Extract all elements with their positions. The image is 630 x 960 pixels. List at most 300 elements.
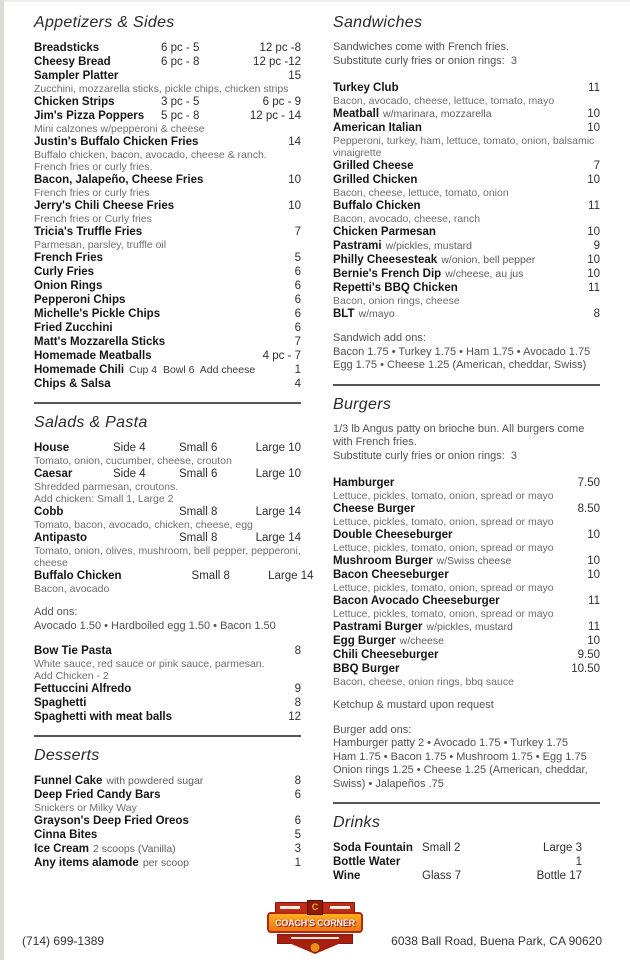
item-price: 10.50 (571, 663, 600, 675)
item-name: Meatball (333, 108, 380, 120)
menu-item-row (34, 856, 301, 870)
note-line: Avocado 1.50 • Hardboiled egg 1.50 • Bacon 1.50 (34, 619, 276, 632)
item-price: 15 (288, 70, 301, 82)
menu-item (333, 307, 600, 321)
menu-item (34, 856, 301, 870)
item-size-price: Small 6 (179, 442, 218, 454)
item-name: Matt's Mozzarella Sticks (34, 336, 166, 348)
item-description: Shredded parmesan, croutons. (34, 481, 179, 493)
intro-line: Substitute curly fries or onion rings: 3 (333, 54, 518, 67)
item-description: Bacon, avocado, cheese, lettuce, tomato, mayo (333, 95, 555, 107)
item-price: 11 (588, 621, 600, 633)
item-name: Chicken Parmesan (333, 226, 436, 238)
item-name: Buffalo Chicken (333, 200, 421, 212)
item-size-price: Glass 7 (422, 870, 461, 882)
item-size-price: 6 pc - 8 (161, 56, 200, 68)
item-name: French Fries (34, 252, 104, 264)
item-suffix: w/marinara, mozzarella (383, 108, 492, 120)
item-suffix: 2 scoops (Vanilla) (92, 843, 176, 855)
item-name: Wine (333, 870, 361, 882)
menu-item-row (34, 251, 301, 265)
item-description: Bacon, avocado, cheese, ranch (333, 213, 481, 225)
item-name: Justin's Buffalo Chicken Fries (34, 136, 199, 148)
item-price: 6 (294, 294, 301, 306)
section-divider (34, 402, 301, 404)
item-price: 10 (587, 268, 600, 280)
menu-item-row (333, 199, 600, 213)
menu-item-row (34, 135, 301, 149)
item-price: 6 pc - 9 (262, 96, 301, 108)
menu-item-row (333, 267, 600, 281)
item-name: Bacon, Jalapeño, Cheese Fries (34, 174, 204, 186)
item-description: Tomato, onion, olives, mushroom, bell pepper, pepperoni, (34, 545, 301, 557)
logo-main-badge (267, 912, 363, 933)
section-burgers (333, 396, 600, 805)
menu-item-row (34, 531, 301, 545)
menu-item (333, 253, 600, 267)
menu-item (34, 682, 301, 696)
item-name: Homemade Chili (34, 364, 125, 376)
menu-item (34, 95, 301, 109)
item-price: 10 (587, 174, 600, 186)
section-drinks (333, 814, 600, 883)
item-price: 1 (294, 857, 301, 869)
item-price: 3 (294, 843, 301, 855)
item-name: Grayson's Deep Fried Oreos (34, 815, 189, 827)
menu-item-row (333, 869, 600, 883)
menu-item (333, 199, 600, 225)
menu-item-row (34, 814, 301, 828)
item-name: Pastrami (333, 240, 382, 252)
menu-item-row (34, 349, 301, 363)
item-price: 12 pc -8 (259, 42, 301, 54)
item-description: Add chicken: Small 1, Large 2 (34, 493, 174, 505)
menu-item-row (333, 121, 600, 135)
item-price: 10 (587, 226, 600, 238)
menu-item-row (34, 505, 301, 519)
menu-item (34, 41, 301, 55)
menu-item-row (333, 476, 600, 490)
menu-item (34, 774, 301, 788)
item-description: Buffalo chicken, bacon, avocado, cheese & ranch. (34, 149, 267, 161)
item-description: cheese (34, 557, 68, 569)
menu-item-row (34, 265, 301, 279)
note-line: Ketchup & mustard upon request (333, 699, 494, 711)
menu-item-row (34, 682, 301, 696)
item-suffix: with powdered sugar (106, 775, 204, 787)
menu-item (333, 107, 600, 121)
page-edge-top (0, 0, 630, 2)
item-description: Add Chicken - 2 (34, 670, 109, 682)
item-name: Soda Fountain (333, 842, 413, 854)
menu-item-row (333, 568, 600, 582)
item-description: French fries or curly fries (34, 187, 150, 199)
item-size-price: Small 8 (191, 570, 230, 582)
item-description: Bacon, cheese, onion rings, bbq sauce (333, 676, 514, 688)
item-price: 8 (294, 697, 301, 709)
menu-item-row (34, 95, 301, 109)
item-price: 8 (294, 775, 301, 787)
item-name: Grilled Chicken (333, 174, 418, 186)
menu-item (34, 225, 301, 251)
menu-item (34, 135, 301, 173)
item-name: American Italian (333, 122, 422, 134)
menu-item (34, 279, 301, 293)
item-price: 10 (587, 635, 600, 647)
item-suffix: per scoop (142, 857, 189, 869)
intro-line: Sandwiches come with French fries. (333, 41, 510, 53)
item-name: Tricia's Truffle Fries (34, 226, 143, 238)
item-name: Deep Fried Candy Bars (34, 789, 161, 801)
item-price: Large 14 (255, 506, 301, 518)
menu-item (34, 814, 301, 828)
item-name: Breadsticks (34, 42, 100, 54)
address: 6038 Ball Road, Buena Park, CA 90620 (391, 934, 602, 948)
item-name: Hamburger (333, 477, 395, 489)
menu-item-row (34, 377, 301, 391)
menu-item (34, 828, 301, 842)
item-name: Chili Cheeseburger (333, 649, 439, 661)
item-name: Caesar (34, 468, 73, 480)
note-line: Hamburger patty 2 • Avocado 1.75 • Turkey 1.75 (333, 737, 568, 749)
menu-item-row (34, 467, 301, 481)
note-paragraph (333, 332, 600, 373)
menu-item (34, 293, 301, 307)
menu-item-row (333, 225, 600, 239)
item-name: Chips & Salsa (34, 378, 111, 390)
menu-item-row (34, 696, 301, 710)
item-name: Cinna Bites (34, 829, 98, 841)
section-title: Drinks (333, 814, 381, 831)
menu-item (34, 696, 301, 710)
note-line: Burger add ons: (333, 723, 412, 736)
item-suffix: w/mayo (358, 308, 395, 320)
item-suffix: w/cheese, au jus (445, 268, 524, 280)
note-line: Swiss) • Jalapeños .75 (333, 777, 444, 790)
menu-item-row (34, 69, 301, 83)
menu-item (34, 710, 301, 724)
phone-number: (714) 699-1389 (22, 934, 105, 948)
item-price: 12 pc -12 (253, 56, 301, 68)
menu-column-left (34, 14, 314, 883)
section-intro (333, 41, 600, 68)
item-name: Jim's Pizza Poppers (34, 110, 145, 122)
item-name: Sampler Platter (34, 70, 119, 82)
item-price: 11 (588, 282, 600, 294)
item-name: Jerry's Chili Cheese Fries (34, 200, 175, 212)
menu-item (333, 554, 600, 568)
item-after: Cup 4 Bowl 6 Add cheese (129, 364, 256, 376)
menu-item (34, 788, 301, 814)
item-size-price: Small 8 (179, 532, 218, 544)
item-price: 7 (294, 226, 301, 238)
menu-item-row (34, 644, 301, 658)
menu-item-row (34, 55, 301, 69)
note-paragraph (333, 724, 600, 792)
item-description: Lettuce, pickles, tomato, onion, spread or mayo (333, 582, 554, 594)
menu-item-row (333, 594, 600, 608)
item-price: 10 (587, 254, 600, 266)
item-name: Bow Tie Pasta (34, 645, 112, 657)
menu-item (34, 265, 301, 279)
menu-item-row (34, 109, 301, 123)
menu-item (333, 634, 600, 648)
item-name: Cobb (34, 506, 64, 518)
menu-item (333, 476, 600, 502)
menu-item-row (333, 634, 600, 648)
note-line: Sandwich add ons: (333, 332, 426, 344)
item-description: vinaigrette (333, 147, 382, 159)
section-title: Salads & Pasta (34, 414, 148, 431)
logo-basketball-icon (310, 942, 321, 953)
menu-item (333, 662, 600, 688)
coachs-corner-logo (267, 900, 363, 956)
menu-item (34, 644, 301, 682)
section-sandwiches (333, 14, 600, 386)
item-name: Curly Fries (34, 266, 95, 278)
menu-item-row (34, 41, 301, 55)
item-size-price: Small 8 (179, 506, 218, 518)
logo-c-emblem: C (307, 900, 323, 915)
item-price: 12 pc - 14 (249, 110, 301, 122)
menu-item-row (34, 441, 301, 455)
item-name: Bernie's French Dip (333, 268, 442, 280)
item-name: Mushroom Burger (333, 555, 433, 567)
menu-item (34, 199, 301, 225)
section-divider (333, 802, 600, 804)
item-suffix: w/pickles, mustard (426, 621, 513, 633)
item-description: Lettuce, pickles, tomato, onion, spread or mayo (333, 542, 554, 554)
menu-item-row (34, 710, 301, 724)
item-size-price: Side 4 (113, 442, 146, 454)
item-description: Lettuce, pickles, tomato, onion, spread or mayo (333, 490, 554, 502)
menu-item-row (34, 307, 301, 321)
item-description: Parmesan, parsley, truffle oil (34, 239, 167, 251)
menu-item-row (333, 502, 600, 516)
item-description: White sauce, red sauce or pink sauce, parmesan. (34, 658, 265, 670)
note-line: Bacon 1.75 • Turkey 1.75 • Ham 1.75 • Avocado 1.75 (333, 345, 591, 358)
note-paragraph (34, 606, 301, 633)
menu-item (333, 594, 600, 620)
menu-item-row (333, 281, 600, 295)
note-line: Ham 1.75 • Bacon 1.75 • Mushroom 1.75 • Egg 1.75 (333, 750, 587, 763)
item-price: 6 (294, 322, 301, 334)
menu-item (34, 441, 301, 467)
item-price: 10 (587, 555, 600, 567)
item-name: Any items alamode (34, 857, 139, 869)
menu-item (333, 855, 600, 869)
item-name: Pastrami Burger (333, 621, 423, 633)
menu-item (333, 267, 600, 281)
menu-item-row (333, 239, 600, 253)
item-price: 10 (288, 200, 301, 212)
menu-item (34, 109, 301, 135)
item-description: Bacon, avocado (34, 583, 110, 595)
logo-text: COACH'S CORNER (275, 917, 355, 928)
item-description: Bacon, cheese, lettuce, tomato, onion (333, 187, 509, 199)
section-title: Appetizers & Sides (34, 14, 175, 31)
section-desserts (34, 747, 301, 870)
menu-item (34, 377, 301, 391)
item-name: Fettuccini Alfredo (34, 683, 132, 695)
item-price: Large 3 (542, 842, 582, 854)
menu-item (34, 363, 301, 377)
item-name: Spaghetti with meat balls (34, 711, 173, 723)
item-name: Michelle's Pickle Chips (34, 308, 161, 320)
item-description: Zucchini, mozzarella sticks, pickle chips, chicken strips (34, 83, 289, 95)
section-title: Sandwiches (333, 14, 423, 31)
menu-item (333, 841, 600, 855)
menu-item (34, 69, 301, 95)
section-title: Burgers (333, 395, 392, 413)
item-price: 9.50 (577, 649, 600, 661)
menu-item (34, 55, 301, 69)
intro-line: 1/3 lb Angus patty on brioche bun. All burgers come (333, 422, 585, 435)
item-price: 6 (294, 280, 301, 292)
menu-item (34, 467, 301, 505)
item-name: Chicken Strips (34, 96, 115, 108)
item-name: BLT (333, 308, 355, 320)
item-name: Fried Zucchini (34, 322, 113, 334)
item-name: Pepperoni Chips (34, 294, 126, 306)
menu-item-row (34, 321, 301, 335)
intro-line: with French fries. (333, 436, 417, 448)
item-name: Bacon Cheeseburger (333, 569, 449, 581)
item-price: 10 (587, 108, 600, 120)
item-description: Tomato, onion, cucumber, cheese, crouton (34, 455, 232, 467)
item-suffix: w/onion, bell pepper (441, 254, 536, 266)
menu-item-row (333, 662, 600, 676)
item-size-price: 3 pc - 5 (161, 96, 200, 108)
menu-item-row (34, 279, 301, 293)
menu-item-row (333, 855, 600, 869)
menu-item-row (333, 159, 600, 173)
item-price: 14 (288, 136, 301, 148)
item-price: 6 (294, 266, 301, 278)
menu-item-row (333, 841, 600, 855)
note-paragraph (333, 699, 600, 713)
menu-item (34, 173, 301, 199)
menu-item-row (333, 307, 600, 321)
menu-item (34, 335, 301, 349)
menu-item (34, 321, 301, 335)
item-name: Turkey Club (333, 82, 399, 94)
menu-item-row (333, 253, 600, 267)
item-name: Repetti's BBQ Chicken (333, 282, 458, 294)
item-price: Large 10 (255, 468, 301, 480)
item-name: Bacon Avocado Cheeseburger (333, 595, 500, 607)
note-line: Egg 1.75 • Cheese 1.25 (American, cheddar, Swiss) (333, 359, 587, 371)
item-size-price: Side 4 (113, 468, 146, 480)
item-price: Large 14 (255, 532, 301, 544)
menu-item-row (333, 81, 600, 95)
menu-item (333, 239, 600, 253)
item-name: Homemade Meatballs (34, 350, 152, 362)
item-price: 5 (294, 252, 301, 264)
menu-item (34, 531, 301, 569)
note-line: Add ons: (34, 606, 78, 618)
item-price: 11 (588, 200, 600, 212)
item-price: 11 (588, 595, 600, 607)
menu-item (333, 225, 600, 239)
menu-item-row (34, 569, 314, 583)
section-appetizers-sides (34, 14, 301, 404)
menu-item-row (34, 788, 301, 802)
item-name: Egg Burger (333, 635, 396, 647)
menu-item-row (333, 107, 600, 121)
item-price: 10 (288, 174, 301, 186)
menu-item-row (34, 335, 301, 349)
menu-item-row (34, 363, 301, 377)
item-name: Buffalo Chicken (34, 570, 122, 582)
item-price: 8.50 (577, 503, 600, 515)
item-price: 5 (294, 829, 301, 841)
item-price: 9 (593, 240, 600, 252)
menu-item (333, 528, 600, 554)
section-intro (333, 423, 600, 464)
item-name: Spaghetti (34, 697, 87, 709)
menu-item-row (34, 774, 301, 788)
item-price: 10 (587, 122, 600, 134)
section-divider (34, 735, 301, 737)
menu-item-row (34, 199, 301, 213)
menu-item (333, 648, 600, 662)
section-title: Desserts (34, 747, 100, 764)
intro-line: Substitute curly fries or onion rings: 3 (333, 449, 518, 462)
item-name: Ice Cream (34, 843, 89, 855)
menu-item-row (333, 554, 600, 568)
item-name: Cheesy Bread (34, 56, 111, 68)
item-description: French fries or Curly fries (34, 213, 152, 225)
note-line: Onion rings 1.25 • Cheese 1.25 (American, cheddar, (333, 764, 588, 776)
item-description: Lettuce, pickles, tomato, onion, spread or mayo (333, 516, 554, 528)
item-suffix: w/Swiss cheese (436, 555, 512, 567)
menu-item (34, 842, 301, 856)
item-price: 1 (575, 856, 582, 868)
item-size-price: Small 2 (422, 842, 461, 854)
item-price: Large 10 (255, 442, 301, 454)
menu-item (34, 251, 301, 265)
menu-item (34, 307, 301, 321)
item-name: Bottle Water (333, 856, 401, 868)
item-price: 8 (294, 645, 301, 657)
item-name: Philly Cheesesteak (333, 254, 438, 266)
menu-item (333, 173, 600, 199)
item-suffix: w/pickles, mustard (385, 240, 472, 252)
item-price: 7 (294, 336, 301, 348)
menu-item (333, 568, 600, 594)
item-price: 4 pc - 7 (262, 350, 301, 362)
item-size-price: Small 6 (179, 468, 218, 480)
menu-item-row (333, 620, 600, 634)
item-price: Bottle 17 (536, 870, 582, 882)
item-name: Antipasto (34, 532, 88, 544)
item-price: 6 (294, 815, 301, 827)
item-description: Lettuce, pickles, tomato, onion, spread or mayo (333, 608, 554, 620)
item-price: 8 (593, 308, 600, 320)
item-price: 7 (593, 160, 600, 172)
menu-item (333, 81, 600, 107)
menu-item (333, 159, 600, 173)
item-price: 7.50 (577, 477, 600, 489)
menu-item (34, 569, 314, 595)
menu-item-row (34, 842, 301, 856)
item-price: 12 (288, 711, 301, 723)
menu-item (333, 121, 600, 159)
item-price: Large 14 (268, 570, 314, 582)
item-description: Mini calzones w/pepperoni & cheese (34, 123, 205, 135)
menu-item (34, 349, 301, 363)
